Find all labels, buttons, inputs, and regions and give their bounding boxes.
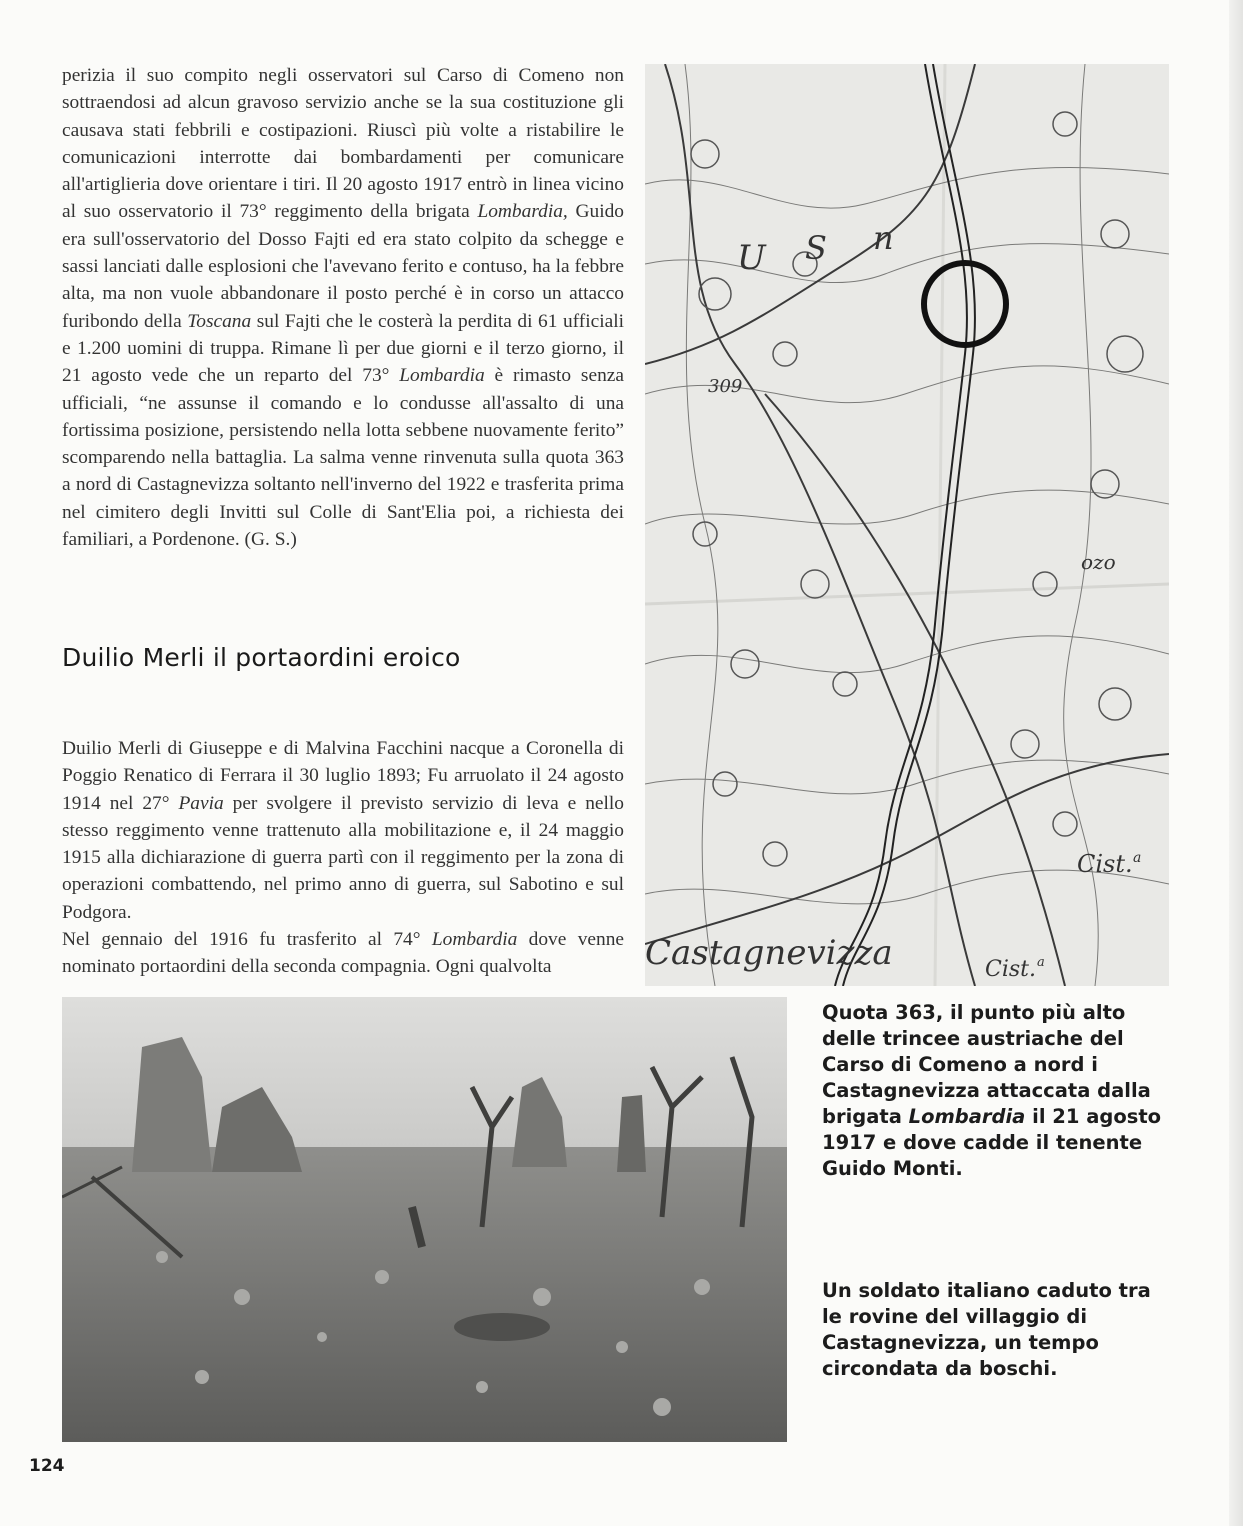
section-heading: Duilio Merli il portaordini eroico bbox=[62, 643, 461, 672]
map-caption-seg-1: Quota 363, il punto più alto delle trincee austriache del Carso di Comeno a nord i Castagnevizza attaccata dalla brigata bbox=[822, 1001, 1151, 1128]
body-1-seg-2: Guido era sull'osservatorio del Dosso Fajti ed era stato colpito da schegge e sassi lanciati dalle esplosioni che l'avevano ferito e contuso, ha la febbre alta, ma non vuole abbandonare il posto perché è in corso un attacco furibondo della bbox=[62, 201, 625, 332]
body-paragraph-2 bbox=[62, 735, 624, 926]
body-2-seg-1: Duilio Merli di Giuseppe e di Malvina Facchini nacque a Coronella di Poggio Renatico di Ferrara il 30 luglio 1893; Fu arruolato il 24 agosto 1914 nel 27° bbox=[62, 738, 624, 814]
map-label-pozzo: ozo bbox=[1081, 550, 1116, 574]
body-1-seg-1: perizia il suo compito negli osservatori sul Carso di Comeno non sottraendosi ad alcun gravoso servizio anche se la sua costituzione gli causava stati febbrili e costipazioni. Riuscì più volte a ristabilire le comunicazioni interrotte dai bombardamenti per comunicare all'artiglieria dove orientare i tiri. Il 20 agosto 1917 entrò in linea vicino al suo osservatorio il 73° reggimento della brigata bbox=[62, 65, 624, 223]
map-label-cist-top: Cist. bbox=[1077, 850, 1133, 878]
map-label-n: n bbox=[873, 219, 894, 257]
map-label-cist-bottom-sup: a bbox=[1037, 955, 1045, 970]
body-2-seg-2: per svolgere il previsto servizio di leva e nello stesso reggimento venne trattenuto alla mobilitazione e, il 24 maggio 1915 alla dichiarazione di guerra partì con il reggimento per la zona di operazioni combattendo, nel primo anno di guerra, sul Sabotino e sul Podgora. bbox=[62, 792, 624, 923]
body-1-seg-4: è rimasto senza ufficiali, “ne assunse il comando e lo condusse all'assalto di una fortissima posizione, persistendo nella lotta sebbene nuovamente ferito” scomparendo nella battaglia. La salma venne rinvenuta sulla quota 363 a nord di Castagnevizza soltanto nell'inverno del 1922 e trasferita prima nel cimitero degli Invitti sul Colle di Sant'Elia poi, a richiesta dei familiari, a Pordenone. (G. S.) bbox=[62, 365, 624, 551]
photo-caption: Un soldato italiano caduto tra le rovine del villaggio di Castagnevizza, un tempo circondata da boschi. bbox=[822, 1279, 1151, 1380]
page-edge bbox=[1229, 0, 1243, 1526]
body-1-em-1: Lombardia, bbox=[477, 201, 568, 223]
body-1-em-2: Toscana bbox=[187, 310, 252, 332]
trench-map-drawing bbox=[645, 64, 1169, 986]
body-text-2 bbox=[62, 735, 624, 981]
map-caption-seg-2: il 21 agosto 1917 e dove cadde il tenente Guido Monti. bbox=[822, 1105, 1162, 1180]
trench-map-image bbox=[645, 64, 1169, 986]
ruins-photo-drawing bbox=[62, 997, 787, 1442]
body-text-1 bbox=[62, 62, 624, 553]
body-paragraph-3 bbox=[62, 926, 624, 981]
body-2-seg-3: Nel gennaio del 1916 fu trasferito al 74° bbox=[62, 929, 432, 951]
ruins-photo bbox=[62, 997, 787, 1442]
map-label-cist-top-sup: a bbox=[1133, 850, 1142, 866]
body-paragraph-1 bbox=[62, 62, 624, 553]
map-caption-em: Lombardia bbox=[908, 1105, 1026, 1128]
body-2-em-1: Pavia bbox=[178, 792, 224, 814]
map-label-town: Castagnevizza bbox=[645, 933, 893, 973]
body-2-seg-4: dove venne nominato portaordini della seconda compagnia. Ogni qualvolta bbox=[62, 929, 624, 978]
map-label-s: S bbox=[805, 229, 827, 267]
body-1-seg-3: sul Fajti che le costerà la perdita di 61 ufficiali e 1.200 uomini di truppa. Rimane lì per due giorni e il terzo giorno, il 21 agosto vede che un reparto del 73° bbox=[62, 310, 624, 387]
body-2-em-2: Lombardia bbox=[431, 929, 518, 951]
page-number: 124 bbox=[29, 1456, 65, 1476]
map-label-u: U bbox=[737, 238, 766, 278]
map-label-elevation: 309 bbox=[708, 376, 743, 397]
map-caption bbox=[822, 1000, 1162, 1182]
body-1-em-3: Lombardia bbox=[399, 365, 485, 387]
map-label-cist-bottom: Cist. bbox=[985, 957, 1036, 982]
